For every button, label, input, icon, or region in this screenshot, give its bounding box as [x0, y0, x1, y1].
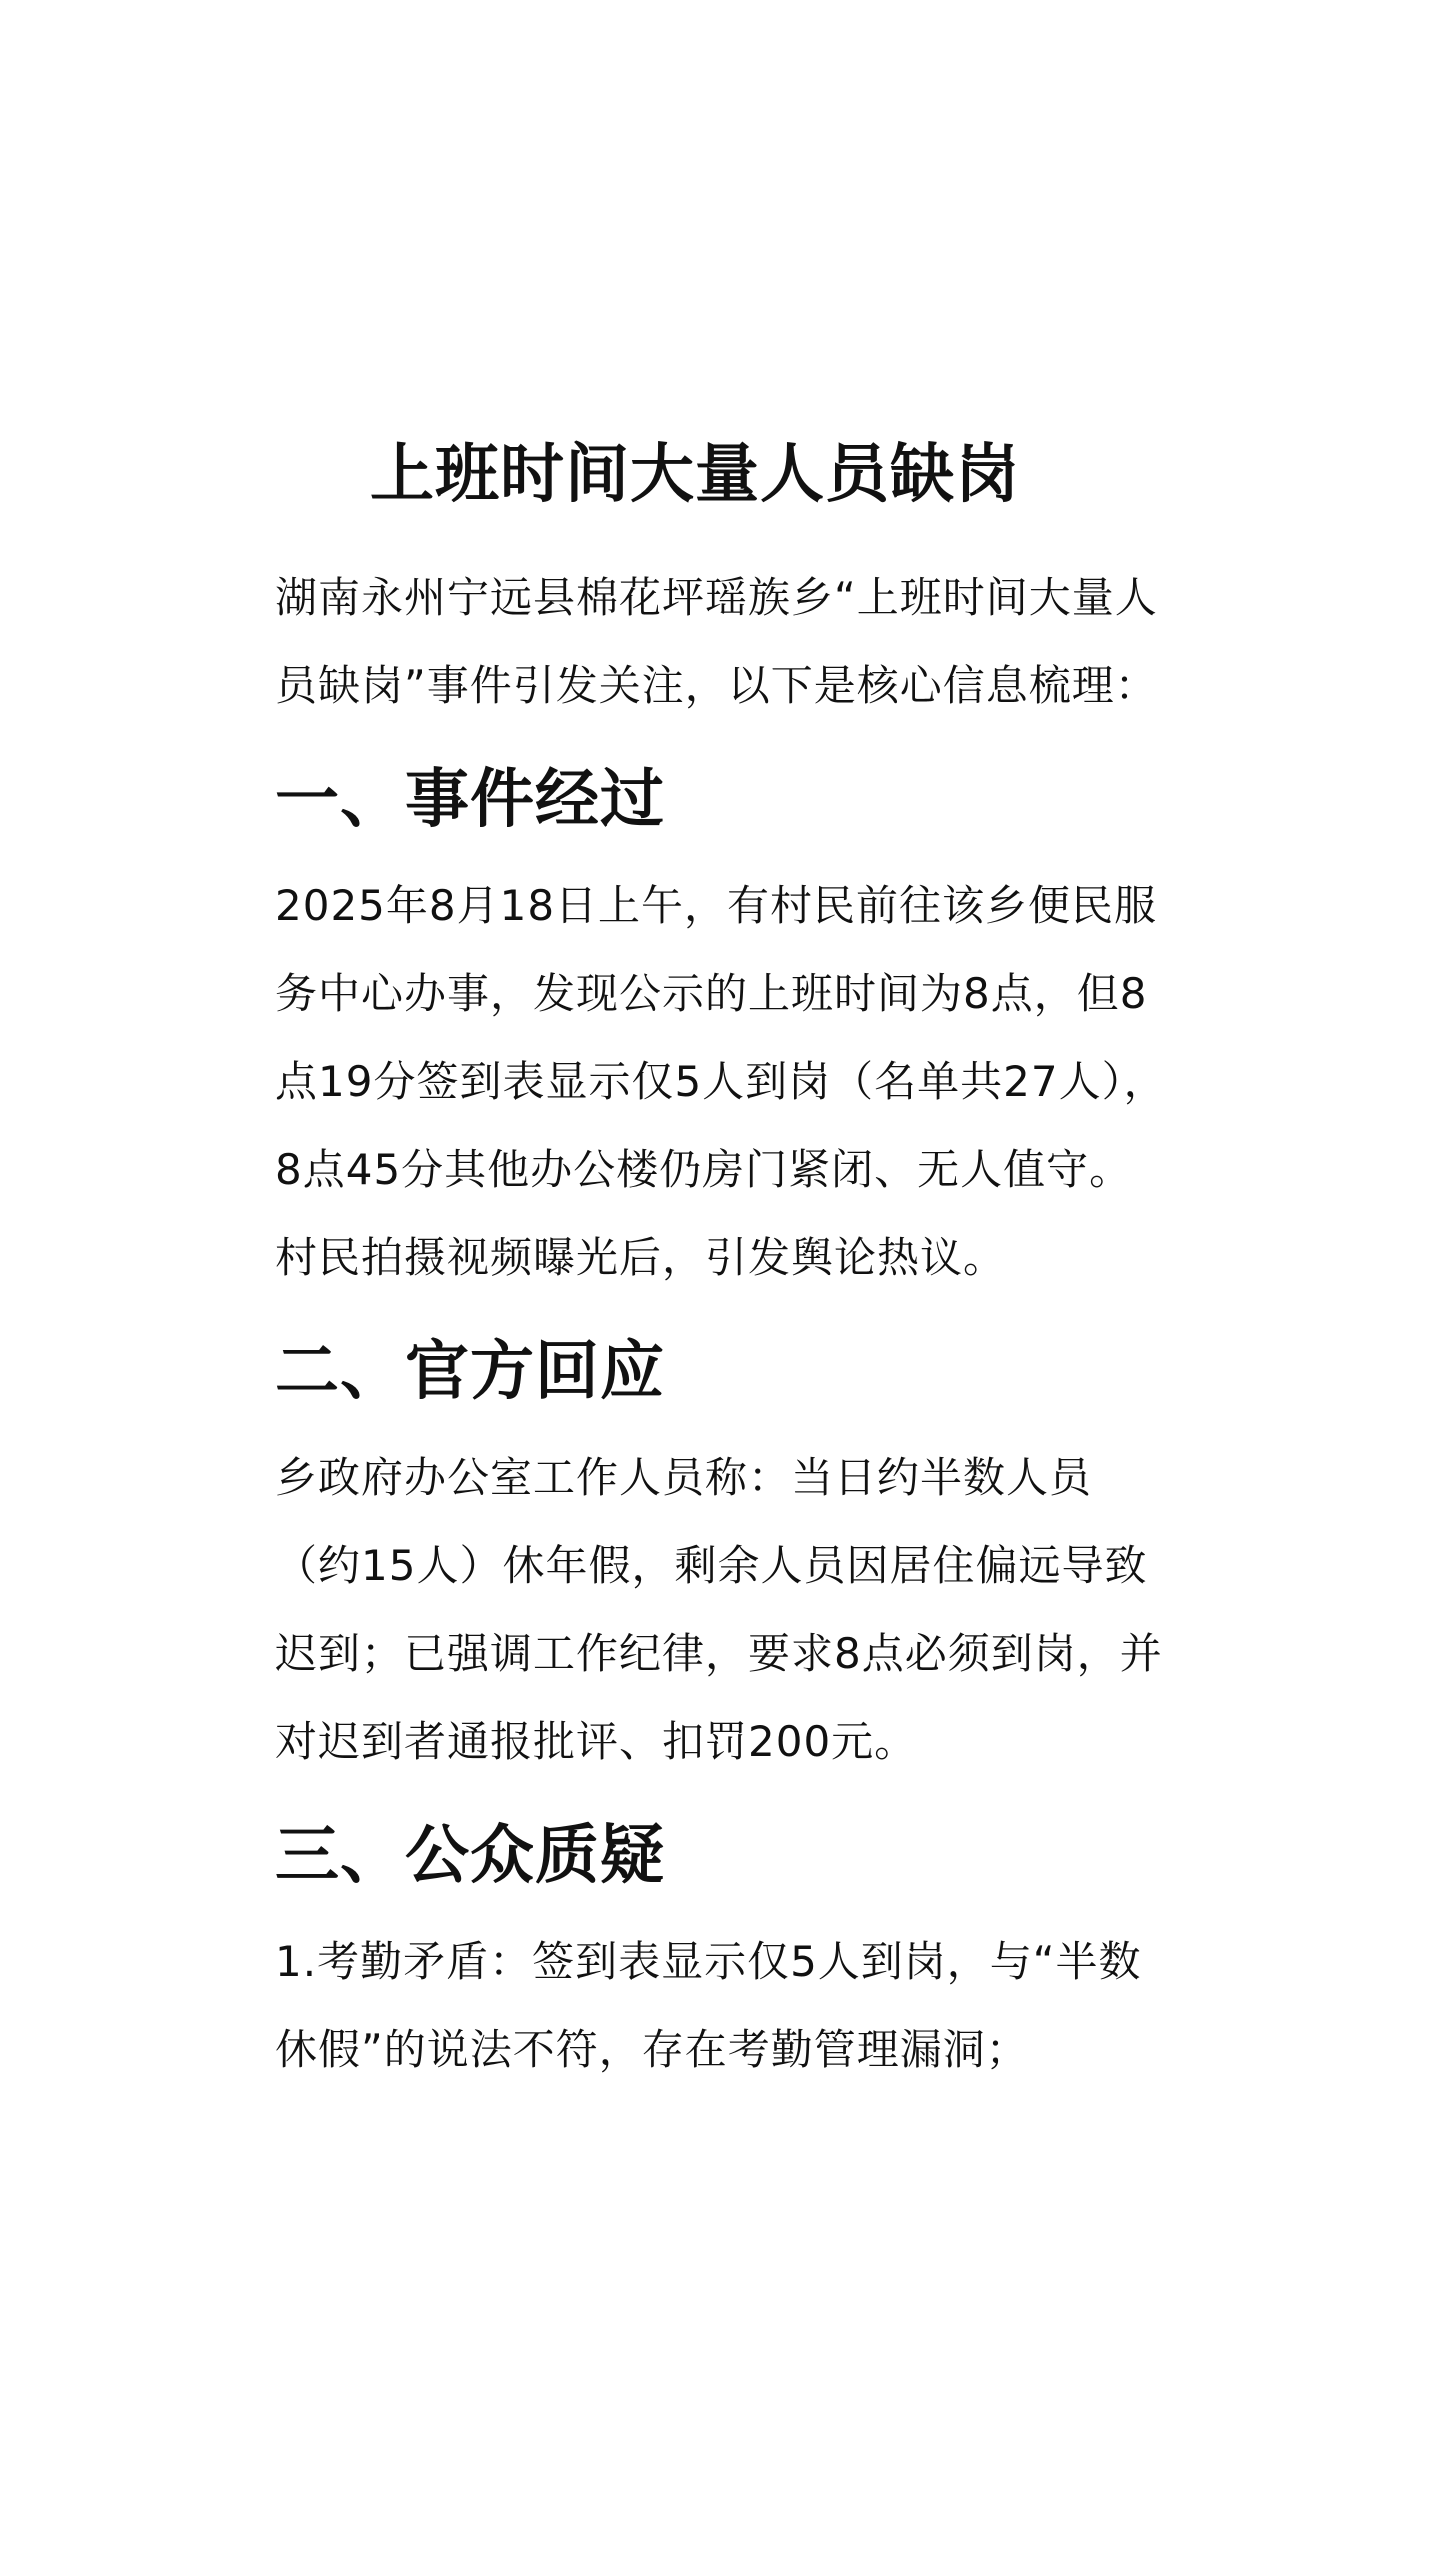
section-heading-public-doubts: 三、公众质疑 — [275, 1819, 665, 1893]
section-body-official-response: 乡政府办公室工作人员称：当日约半数人员（约15人）休年假，剩余人员因居住偏远导致迟到；已强调工作纪律，要求8点必须到岗，并对迟到者通报批评、扣罚200元。 — [275, 1453, 1163, 1766]
article — [275, 420, 1175, 2094]
section-body-public-doubts: 1.考勤矛盾：签到表显示仅5人到岗，与“半数休假”的说法不符，存在考勤管理漏洞； — [275, 1937, 1142, 2074]
section-heading-official-response: 二、官方回应 — [275, 1335, 665, 1409]
section-heading-event: 一、事件经过 — [275, 763, 665, 837]
intro-paragraph: 湖南永州宁远县棉花坪瑶族乡“上班时间大量人员缺岗”事件引发关注，以下是核心信息梳理： — [275, 573, 1158, 710]
article-title: 上班时间大量人员缺岗 — [370, 438, 1020, 512]
section-body-event: 2025年8月18日上午，有村民前往该乡便民服务中心办事，发现公示的上班时间为8点，但8点19分签到表显示仅5人到岗（名单共27人），8点45分其他办公楼仍房门紧闭、无人值守。村民拍摄视频曝光后，引发舆论热议。 — [275, 881, 1167, 1282]
